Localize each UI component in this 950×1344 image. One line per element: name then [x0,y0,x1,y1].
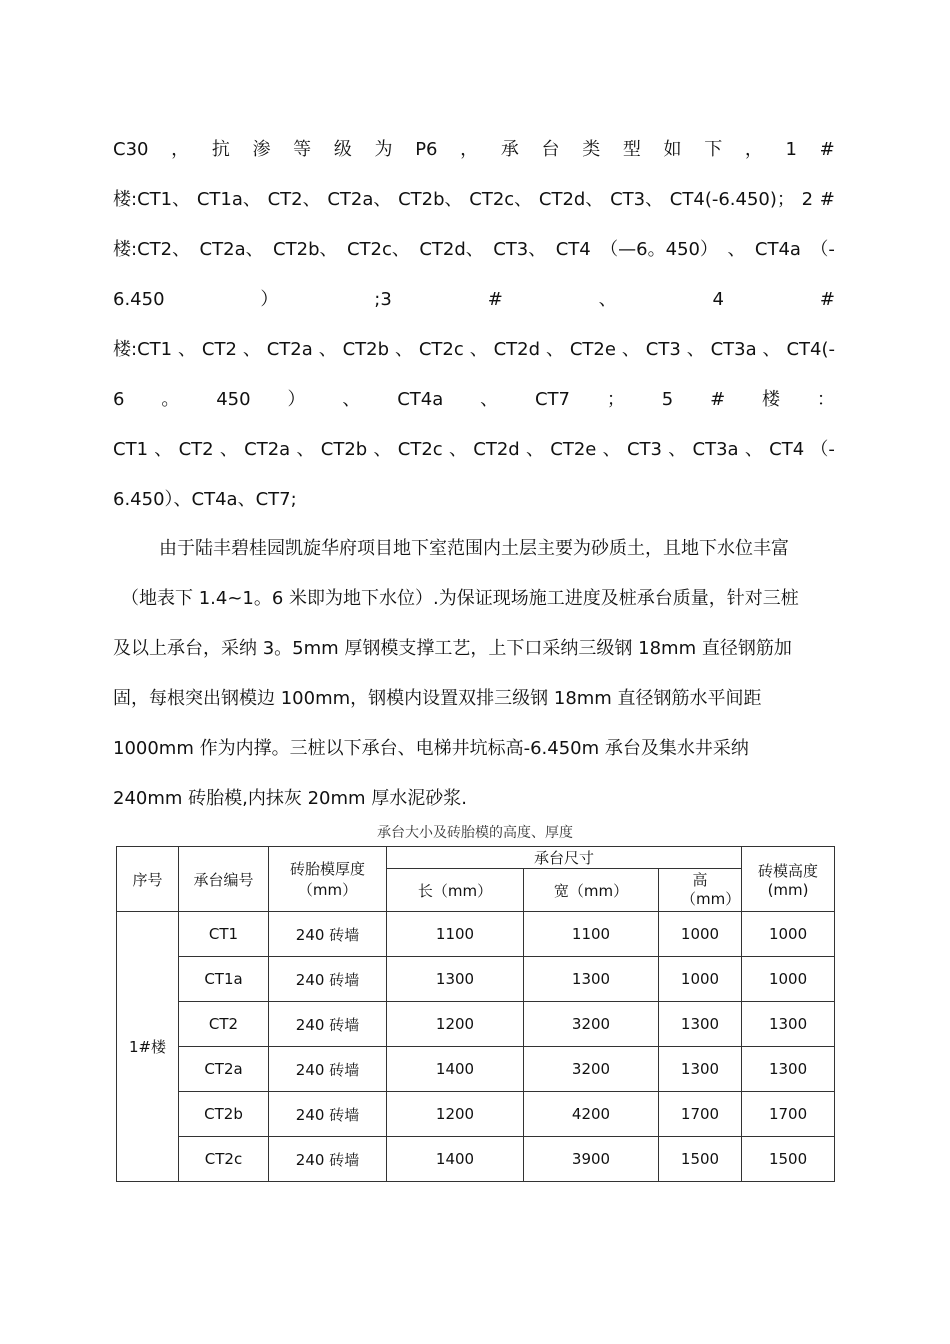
text-token: 类 [582,139,601,160]
text-token: 、 [480,389,499,410]
text-token: CT4(- [786,339,835,360]
cell-mold-height: 1000 [742,912,835,957]
cell-code: CT1 [179,912,269,957]
text-token: 5 [661,389,674,410]
text-token: ） [287,389,306,410]
text-token: CT1 [113,439,149,460]
text-token: CT2b、 [398,189,463,210]
paragraph-line: 固，每根突出钢模边 100mm，钢模内设置双排三级钢 18mm 直径钢筋水平间距 [113,688,762,709]
text-token: 、 [598,289,617,310]
text-token: CT4(-6.450)； [669,189,795,210]
table-row [117,1137,835,1182]
text-token: 6.450 [113,289,165,310]
text-token: 等 [293,139,312,160]
text-token: CT7 [534,389,570,410]
text-token: # [819,139,835,160]
paragraph-line [113,485,835,515]
header-mold-height: 砖模高度(mm) [742,847,835,912]
cell-height: 1300 [659,1002,742,1047]
text-token: 渗 [252,139,271,160]
text-token: CT2c、 [469,189,533,210]
paragraph-line [113,335,835,365]
text-token: 4 [712,289,724,310]
text-token: CT2 [178,439,214,460]
cell-mold-height: 1300 [742,1002,835,1047]
text-token: CT2a、 [327,189,392,210]
text-token: CT3a [692,439,739,460]
cell-height: 1300 [659,1047,742,1092]
text-token: # [487,289,503,310]
cell-mold-height: 1700 [742,1092,835,1137]
cell-length: 1200 [387,1092,524,1137]
text-token: CT2b、 [273,239,338,260]
paragraph-line [113,285,835,315]
text-token: CT2c、 [346,239,410,260]
text-token: 2 [801,189,814,210]
cell-width: 4200 [524,1092,659,1137]
cell-height: 1000 [659,912,742,957]
text-token: CT2 [201,339,237,360]
cell-length: 1400 [387,1047,524,1092]
text-token: 、 [154,439,173,460]
text-token: CT4a [397,389,444,410]
text-token: CT2a [244,439,291,460]
paragraph-line: 240mm 砖胎模,内抹灰 20mm 厚水泥砂浆. [113,788,468,809]
text-token: CT2d [473,439,520,460]
text-token: 、 [219,439,238,460]
text-token: CT2d [493,339,541,360]
text-token: 、 [621,339,640,360]
cell-width: 3200 [524,1047,659,1092]
text-token: 、 [545,339,564,360]
text-token: # [819,189,835,210]
text-token: CT4 [555,239,591,260]
cell-length: 1300 [387,957,524,1002]
text-token: 、 [178,339,196,360]
text-token: 级 [333,139,352,160]
group-label: 1#楼 [117,912,179,1182]
text-token: （- [810,239,835,260]
header-width: 宽（mm） [524,869,659,912]
cell-width: 1100 [524,912,659,957]
text-token: ： [816,389,835,410]
paragraph-line [113,135,835,165]
text-token: 楼:CT2、 [113,239,191,260]
text-token: 、 [394,339,413,360]
text-token: CT3、 [610,189,664,210]
cell-length: 1100 [387,912,524,957]
text-token: CT3、 [493,239,547,260]
cell-height: 1000 [659,957,742,1002]
text-token: 。 [161,389,180,410]
text-token: CT2e [550,439,597,460]
text-token: CT2c [418,339,464,360]
text-token: 、 [727,239,746,260]
text-token: 、 [373,439,392,460]
cell-code: CT2c [179,1137,269,1182]
cell-thickness: 240 砖墙 [269,1002,387,1047]
header-seq: 序号 [117,847,179,912]
header-thickness: 砖胎模厚度（mm） [269,847,387,912]
text-token: 、 [318,339,337,360]
paragraph-line: 及以上承台，采纳 3。5mm 厚钢模支撑工艺，上下口采纳三级钢 18mm 直径钢筋加 [113,638,792,659]
text-token: 、 [448,439,467,460]
text-token: 楼 [762,389,781,410]
cell-length: 1400 [387,1137,524,1182]
header-length: 长（mm） [387,869,524,912]
cell-code: CT2b [179,1092,269,1137]
table-row [117,957,835,1002]
text-token: CT1a、 [196,189,261,210]
text-token: CT4 [769,439,805,460]
text-token: 承 [500,139,519,160]
cell-thickness: 240 砖墙 [269,1137,387,1182]
text-token: 、 [686,339,705,360]
text-token: 如 [663,139,682,160]
text-token: 、 [602,439,621,460]
paragraph-line [113,185,835,215]
text-token: ） [260,289,279,310]
paragraph-line: 1000mm 作为内撑。三桩以下承台、电梯井坑标高-6.450m 承台及集水井采纳 [113,738,749,759]
text-token: 6.450）、CT4a、CT7; [113,489,297,510]
cell-width: 3200 [524,1002,659,1047]
text-token: CT3a [710,339,757,360]
text-token: 抗 [211,139,230,160]
text-token: CT2c [397,439,443,460]
paragraph-line: （地表下 1.4~1。6 米即为地下水位）.为保证现场施工进度及桩承台质量，针对三桩 [121,588,799,609]
cell-mold-height: 1000 [742,957,835,1002]
cell-thickness: 240 砖墙 [269,1092,387,1137]
text-token: 、 [469,339,488,360]
cell-code: CT2 [179,1002,269,1047]
cell-code: CT1a [179,957,269,1002]
cell-thickness: 240 砖墙 [269,912,387,957]
text-token: # [710,389,726,410]
text-token: 、 [342,389,361,410]
cell-code: CT2a [179,1047,269,1092]
text-token: 1 [785,139,797,160]
text-token: CT2d、 [538,189,604,210]
table-row [117,1002,835,1047]
table-row [117,1047,835,1092]
text-token: 、 [242,339,261,360]
table-row [117,912,835,957]
text-token: CT2b [320,439,368,460]
text-token: （—6。450） [600,239,718,260]
text-token: # [819,289,835,310]
text-token: CT2a [266,339,313,360]
paragraph-line: 由于陆丰碧桂园凯旋华府项目地下室范围内土层主要为砂质土，且地下水位丰富 [159,538,789,559]
text-token: CT2e [569,339,616,360]
text-token: 450 [216,389,251,410]
table-caption: 承台大小及砖胎模的高度、厚度 [377,825,573,841]
pile-cap-table [116,846,835,1182]
header-height: 高（mm） [659,869,742,912]
text-token: 、 [744,439,763,460]
paragraph-line [113,385,835,415]
text-token: 6 [113,389,125,410]
text-token: CT2a、 [199,239,264,260]
text-token: CT4a [754,239,801,260]
text-token: 楼:CT1 [113,339,173,360]
text-token: C30 [113,139,149,160]
text-token: 、 [526,439,544,460]
cell-thickness: 240 砖墙 [269,1047,387,1092]
paragraph-line [113,235,835,265]
text-token: 台 [541,139,560,160]
text-token: 型 [622,139,641,160]
cell-thickness: 240 砖墙 [269,957,387,1002]
cell-width: 3900 [524,1137,659,1182]
paragraph-line [113,435,835,465]
text-token: （- [810,439,835,460]
text-token: ， [171,139,190,160]
text-token: 下 [704,139,723,160]
cell-width: 1300 [524,957,659,1002]
text-token: ， [460,139,479,160]
header-code: 承台编号 [179,847,269,912]
cell-length: 1200 [387,1002,524,1047]
text-token: 、 [668,439,687,460]
text-token: CT2b [342,339,390,360]
text-token: ;3 [374,289,392,310]
text-token: 、 [762,339,781,360]
header-size-group: 承台尺寸 [387,847,742,869]
cell-mold-height: 1300 [742,1047,835,1092]
text-token: ， [744,139,763,160]
text-token: P6 [415,139,438,160]
text-token: 为 [374,139,393,160]
text-token: CT2d、 [419,239,484,260]
text-token: CT2、 [267,189,321,210]
text-token: 楼:CT1、 [113,189,191,210]
cell-height: 1500 [659,1137,742,1182]
cell-mold-height: 1500 [742,1137,835,1182]
text-token: ； [606,389,625,410]
text-token: CT3 [645,339,681,360]
text-token: 、 [296,439,315,460]
table-row [117,1092,835,1137]
text-token: CT3 [626,439,662,460]
cell-height: 1700 [659,1092,742,1137]
